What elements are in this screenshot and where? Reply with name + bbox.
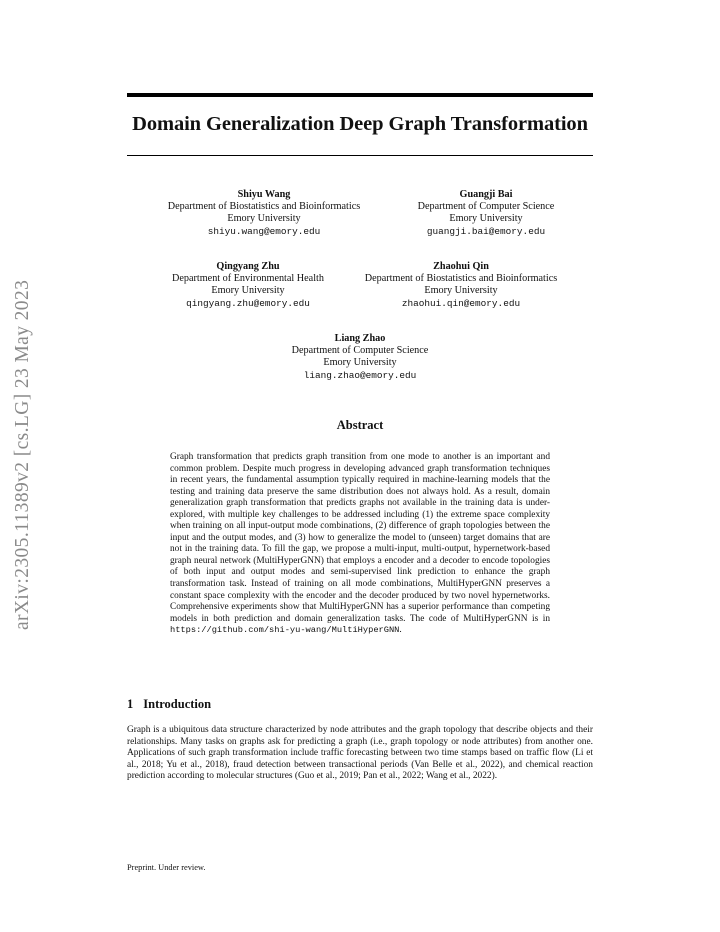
author-department: Department of Biostatistics and Bioinformatics [364, 273, 558, 285]
author-department: Department of Environmental Health [172, 273, 324, 285]
abstract-body [170, 452, 550, 637]
introduction-paragraph: Graph is a ubiquitous data structure characterized by node attributes and the graph topology that describe objects and their relationships. Many tasks on graphs ask for predicting a graph (i.e., graph topology or node attributes) from another one. Applications of such graph transformation include traffic forecasting between two time stamps based on traffic flow (Li et al., 2018; Yu et al., 2018), fraud detection between transactional periods (Van Belle et al., 2022), and chemical reaction prediction according to molecular structures (Guo et al., 2019; Pan et al., 2022; Wang et al., 2022). [127, 725, 593, 782]
section-heading [127, 697, 211, 712]
author-department: Department of Computer Science [291, 345, 429, 357]
arxiv-identifier: arXiv:2305.11389v2 [cs.LG] 23 May 2023 [12, 279, 33, 630]
author-block-3 [140, 261, 356, 310]
author-university: Emory University [449, 213, 523, 225]
preprint-note: Preprint. Under review. [127, 863, 206, 872]
author-university: Emory University [424, 285, 498, 297]
section-title: Introduction [143, 697, 212, 711]
author-email: liang.zhao@emory.edu [303, 369, 417, 381]
paper-title: Domain Generalization Deep Graph Transformation [132, 113, 588, 135]
author-block-1 [146, 189, 382, 238]
author-university: Emory University [211, 285, 285, 297]
author-email: qingyang.zhu@emory.edu [186, 297, 310, 309]
author-department: Department of Biostatistics and Bioinformatics [167, 201, 361, 213]
title-rule-top [127, 93, 593, 97]
title-rule-bottom [127, 155, 593, 156]
author-email: zhaohui.qin@emory.edu [401, 297, 521, 309]
author-university: Emory University [323, 357, 397, 369]
author-block-2 [398, 189, 574, 238]
author-block-5 [260, 333, 460, 382]
author-name: Shiyu Wang [237, 189, 291, 200]
author-block-4 [346, 261, 576, 310]
abstract-text: Graph transformation that predicts graph transition from one mode to another is an important and common problem. Despite much progress in developing advanced graph transformation techniques in recent years, the fundamental assumption typically required in machine-learning models that the testing and training data preserve the same distribution does not always hold. As a result, domain generalization graph transformation that predicts graphs not available in the training data is under-explored, with multiple key challenges to be addressed including (1) the extreme space complexity when training on all input-output mode combinations, (2) difference of graph topologies between the input and the output modes, and (3) how to generalize the model to (unseen) target domains that are not in the training data. To fill the gap, we propose a multi-input, multi-output, hypernetwork-based graph neural network (MultiHyperGNN) that employs a encoder and a decoder to encode topologies of both input and output modes and semi-supervised link prediction to enhance the graph transformation task. Instead of training on all mode combinations, MultiHyperGNN preserves a constant space complexity with the encoder and the decoder produced by two novel hypernetworks. Comprehensive experiments show that MultiHyperGNN has a superior performance than competing models in both prediction and domain generalization tasks. The code of MultiHyperGNN is in [170, 452, 550, 624]
abstract-end: . [399, 625, 402, 636]
author-email: shiyu.wang@emory.edu [207, 225, 321, 237]
author-department: Department of Computer Science [417, 201, 555, 213]
author-name: Guangji Bai [459, 189, 513, 200]
author-name: Qingyang Zhu [216, 261, 280, 272]
author-name: Zhaohui Qin [433, 261, 489, 272]
author-university: Emory University [227, 213, 301, 225]
author-email: guangji.bai@emory.edu [426, 225, 546, 237]
section-number: 1 [127, 697, 134, 711]
code-link[interactable]: https://github.com/shi-yu-wang/MultiHyperGNN [170, 625, 400, 636]
author-name: Liang Zhao [334, 333, 386, 344]
abstract-heading: Abstract [336, 418, 384, 432]
